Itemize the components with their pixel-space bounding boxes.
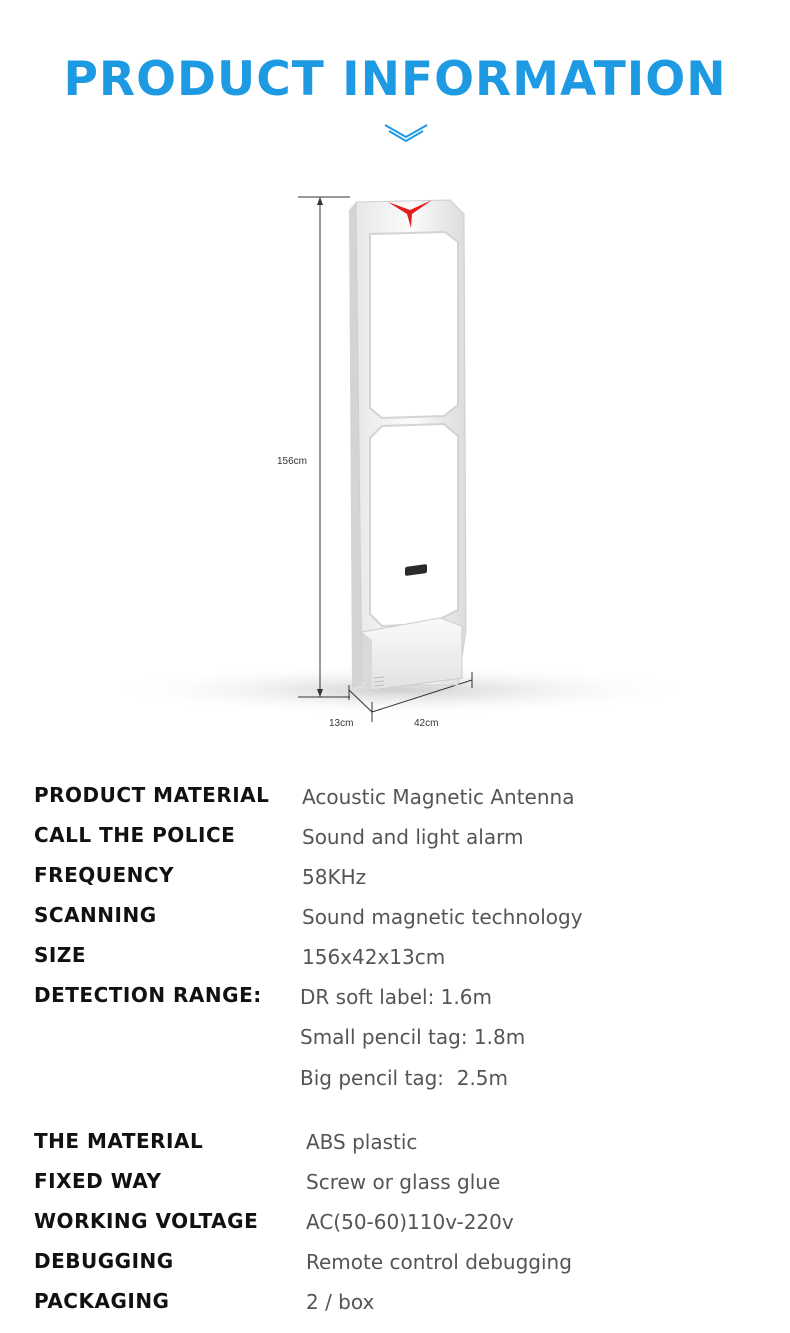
spec-value-product-material: Acoustic Magnetic Antenna <box>302 785 575 809</box>
spec-value-detection-big-pencil: Big pencil tag: 2.5m <box>300 1066 509 1090</box>
spec-value-fixed-way: Screw or glass glue <box>306 1170 501 1194</box>
spec-value-packaging: 2 / box <box>306 1290 375 1314</box>
spec-value-frequency: 58KHz <box>302 865 367 889</box>
depth-dimension-label: 13cm <box>329 718 354 729</box>
spec-value-debugging: Remote control debugging <box>306 1250 572 1274</box>
product-image <box>0 180 790 740</box>
spec-label-scanning: SCANNING <box>34 903 157 927</box>
spec-label-debugging: DEBUGGING <box>34 1249 174 1273</box>
spec-value-call-the-police: Sound and light alarm <box>302 825 524 849</box>
spec-value-size: 156x42x13cm <box>302 945 446 969</box>
page-title: PRODUCT INFORMATION <box>63 52 727 107</box>
spec-label-call-the-police: CALL THE POLICE <box>34 823 236 847</box>
spec-label-product-material: PRODUCT MATERIAL <box>34 783 270 807</box>
spec-label-detection-range: DETECTION RANGE: <box>34 983 262 1007</box>
spec-label-size: SIZE <box>34 943 87 967</box>
height-dimension-label: 156cm <box>277 456 308 467</box>
antenna-illustration <box>0 180 790 740</box>
spec-value-the-material: ABS plastic <box>306 1130 418 1154</box>
double-chevron-down-icon <box>383 121 429 147</box>
width-dimension-label: 42cm <box>414 718 439 729</box>
spec-value-detection-soft-label: DR soft label: 1.6m <box>300 985 492 1009</box>
spec-value-detection-small-pencil: Small pencil tag: 1.8m <box>300 1025 526 1049</box>
spec-value-working-voltage: AC(50-60)110v-220v <box>306 1210 514 1234</box>
spec-label-working-voltage: WORKING VOLTAGE <box>34 1209 259 1233</box>
spec-label-frequency: FREQUENCY <box>34 863 175 887</box>
spec-label-packaging: PACKAGING <box>34 1289 170 1313</box>
spec-label-fixed-way: FIXED WAY <box>34 1169 162 1193</box>
spec-label-the-material: THE MATERIAL <box>34 1129 204 1153</box>
spec-value-scanning: Sound magnetic technology <box>302 905 583 929</box>
